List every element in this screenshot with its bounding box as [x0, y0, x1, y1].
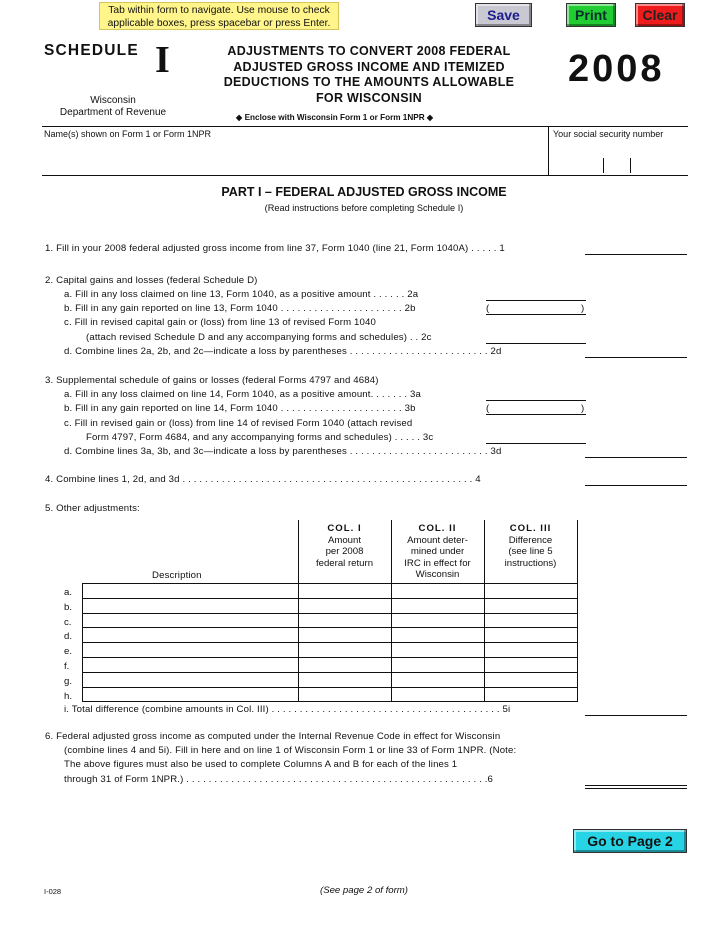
col-3-desc-3: instructions)	[504, 557, 557, 569]
col-2-header	[391, 523, 484, 581]
table-row	[83, 613, 578, 628]
line-3-label: 3. Supplemental schedule of gains or losses (federal Forms 4797 and 4684)	[45, 375, 379, 386]
col-1-cell[interactable]	[299, 643, 392, 658]
line-6-label-3: The above figures must also be used to complete Columns A and B for each of the lines 1	[64, 759, 458, 770]
department-name	[44, 95, 182, 119]
line-3b-close-paren: )	[581, 403, 585, 414]
table-row	[83, 672, 578, 687]
col-1-cell[interactable]	[299, 687, 392, 702]
col-2-desc-2: mined under	[410, 546, 465, 557]
line-2a-input[interactable]	[486, 300, 586, 301]
row-label: h.	[64, 690, 73, 702]
col-3-right-border	[577, 520, 578, 583]
row-label: b.	[64, 601, 73, 613]
col-3-cell[interactable]	[485, 687, 578, 702]
header-divider	[42, 126, 688, 127]
names-label: Name(s) shown on Form 1 or Form 1NPR	[44, 129, 212, 139]
col-1-cell[interactable]	[299, 598, 392, 613]
line-5i-label: i. Total difference (combine amounts in Col. III) . . . . . . . . . . . . . . . . . . . . . . . . . . . . . . . . . . . . . . . . . 5i	[64, 704, 511, 715]
col-2-desc-4: Wisconsin	[415, 569, 460, 580]
line-1-label: 1. Fill in your 2008 federal adjusted gross income from line 37, Form 1040 (line 21, Form 1040A) . . . . . 1	[45, 243, 505, 254]
line-6-label-2: (combine lines 4 and 5i). Fill in here and on line 1 of Wisconsin Form 1 or line 33 of Form 1NPR. (Note:	[64, 745, 517, 756]
col-3-cell[interactable]	[485, 584, 578, 599]
row-label: g.	[64, 675, 73, 687]
names-input[interactable]	[44, 140, 544, 174]
row-label: d.	[64, 631, 73, 643]
col-2-cell[interactable]	[392, 584, 485, 599]
col-3-header	[484, 523, 577, 569]
col-3-cell[interactable]	[485, 598, 578, 613]
line-3c-input[interactable]	[486, 443, 586, 444]
ssn-divider	[548, 126, 549, 175]
col-1-title: COL. I	[327, 523, 362, 534]
col-2-left-border	[391, 520, 392, 583]
line-2b-open-paren: (	[486, 303, 490, 314]
line-4-label: 4. Combine lines 1, 2d, and 3d . . . . . . . . . . . . . . . . . . . . . . . . . . . . . . . . . . . . . . . . . . . . . . . . . . . . 4	[45, 474, 481, 485]
line-3b-label: b. Fill in any gain reported on line 14, Form 1040 . . . . . . . . . . . . . . . . . . . . . . 3b	[64, 403, 416, 414]
description-cell[interactable]	[83, 657, 299, 672]
line-6-input[interactable]	[585, 785, 687, 786]
description-cell[interactable]	[83, 584, 299, 599]
row-label: c.	[64, 616, 72, 628]
line-5i-input[interactable]	[585, 715, 687, 716]
line-6-label-4: through 31 of Form 1NPR.) . . . . . . . . . . . . . . . . . . . . . . . . . . . . . . . . . . . . . . . . . . . . . . . . . . . . . .6	[64, 774, 494, 785]
dept-line-1: Wisconsin	[90, 95, 136, 106]
line-2b-label: b. Fill in any gain reported on line 13, Form 1040 . . . . . . . . . . . . . . . . . . . . . . 2b	[64, 303, 416, 314]
col-3-title: COL. III	[509, 523, 552, 534]
table-row	[83, 687, 578, 702]
navigation-instructions	[99, 2, 339, 30]
description-cell[interactable]	[83, 643, 299, 658]
col-2-cell[interactable]	[392, 628, 485, 643]
col-2-cell[interactable]	[392, 672, 485, 687]
col-3-cell[interactable]	[485, 672, 578, 687]
title-line-4: FOR WISCONSIN	[316, 90, 422, 105]
form-code: I-028	[44, 887, 62, 896]
table-row	[83, 584, 578, 599]
col-2-cell[interactable]	[392, 687, 485, 702]
line-3c-label-1: c. Fill in revised gain or (loss) from line 14 of revised Form 1040 (attach revised	[64, 418, 413, 429]
title-line-2: ADJUSTED GROSS INCOME AND ITEMIZED	[233, 59, 505, 74]
col-1-cell[interactable]	[299, 657, 392, 672]
part1-title: PART I – FEDERAL ADJUSTED GROSS INCOME	[221, 185, 507, 199]
line-2d-label: d. Combine lines 2a, 2b, and 2c—indicate a loss by parentheses . . . . . . . . . . . . . . . . . . . . . . . . . 2d	[64, 346, 502, 357]
names-divider	[42, 175, 688, 176]
line-3d-label: d. Combine lines 3a, 3b, and 3c—indicate a loss by parentheses . . . . . . . . . . . . . . . . . . . . . . . . . 3d	[64, 446, 502, 457]
line-2d-input[interactable]	[585, 357, 687, 358]
line-3b-open-paren: (	[486, 403, 490, 414]
line-2c-input[interactable]	[486, 343, 586, 344]
col-3-left-border	[484, 520, 485, 583]
line-2c-label-2: (attach revised Schedule D and any accompanying forms and schedules) . . 2c	[86, 332, 432, 343]
col-1-left-border	[298, 520, 299, 583]
ssn-separator-2	[630, 158, 631, 173]
line-1-input[interactable]	[585, 254, 687, 255]
col-3-cell[interactable]	[485, 628, 578, 643]
table-row	[83, 657, 578, 672]
ssn-label: Your social security number	[553, 129, 664, 139]
see-page-2-note: (See page 2 of form)	[320, 885, 408, 896]
ssn-input[interactable]	[553, 140, 687, 174]
schedule-letter: I	[155, 39, 170, 81]
title-line-3: DEDUCTIONS TO THE AMOUNTS ALLOWABLE	[223, 75, 515, 89]
line-3d-input[interactable]	[585, 457, 687, 458]
table-row	[83, 628, 578, 643]
line-3b-input[interactable]	[486, 414, 586, 415]
col-1-cell[interactable]	[299, 613, 392, 628]
description-header: Description	[152, 570, 202, 581]
adjustment-row-labels	[64, 586, 72, 704]
line-3a-input[interactable]	[486, 400, 586, 401]
line-3a-label: a. Fill in any loss claimed on line 14, Form 1040, as a positive amount. . . . . . . 3a	[64, 389, 421, 400]
col-1-cell[interactable]	[299, 584, 392, 599]
description-cell[interactable]	[83, 687, 299, 702]
col-2-cell[interactable]	[392, 613, 485, 628]
line-3c-label-2: Form 4797, Form 4684, and any accompanying forms and schedules) . . . . . 3c	[86, 432, 434, 443]
tax-year: 2008	[568, 48, 665, 90]
col-1-desc-1: Amount	[327, 534, 362, 546]
table-row	[83, 598, 578, 613]
print-button[interactable]: Print	[566, 3, 616, 27]
row-label: f.	[64, 660, 70, 672]
line-2a-label: a. Fill in any loss claimed on line 13, Form 1040, as a positive amount . . . . . . 2a	[64, 289, 419, 300]
col-2-cell[interactable]	[392, 598, 485, 613]
description-cell[interactable]	[83, 598, 299, 613]
dept-line-2: Department of Revenue	[59, 107, 167, 118]
col-2-cell[interactable]	[392, 657, 485, 672]
col-3-cell[interactable]	[485, 643, 578, 658]
title-line-1: ADJUSTMENTS TO CONVERT 2008 FEDERAL	[227, 44, 511, 58]
line-2b-input[interactable]	[486, 314, 586, 315]
instructions-line-1: Tab within form to navigate. Use mouse to check	[108, 5, 330, 16]
col-1-header	[298, 523, 391, 569]
col-1-desc-3: federal return	[315, 557, 374, 569]
col-1-desc-2: per 2008	[325, 546, 364, 557]
ssn-separator-1	[603, 158, 604, 173]
description-cell[interactable]	[83, 672, 299, 687]
row-label: e.	[64, 646, 73, 658]
col-1-cell[interactable]	[299, 672, 392, 687]
line-4-input[interactable]	[585, 485, 687, 486]
col-2-desc-1: Amount deter-	[407, 534, 468, 546]
col-3-cell[interactable]	[485, 613, 578, 628]
adjustments-table	[82, 583, 578, 702]
part1-subtitle: (Read instructions before completing Schedule I)	[264, 203, 464, 213]
instructions-line-2: applicable boxes, press spacebar or press Enter.	[107, 18, 331, 29]
line-6-double-underline	[585, 788, 687, 789]
row-label: a.	[64, 587, 73, 598]
line-6-label-1: 6. Federal adjusted gross income as computed under the Internal Revenue Code in effect for Wisconsin	[45, 731, 501, 742]
table-row	[83, 643, 578, 658]
clear-button[interactable]: Clear	[635, 3, 685, 27]
save-button[interactable]: Save	[475, 3, 532, 27]
col-2-title: COL. II	[418, 523, 457, 534]
schedule-label: SCHEDULE	[44, 42, 139, 59]
col-2-desc-3: IRC in effect for	[404, 557, 471, 569]
line-2c-label-1: c. Fill in revised capital gain or (loss) from line 13 of revised Form 1040	[64, 317, 376, 328]
col-3-desc-1: Difference	[508, 534, 553, 546]
enclose-note: ◆ Enclose with Wisconsin Form 1 or Form 1NPR ◆	[236, 113, 434, 122]
line-2-label: 2. Capital gains and losses (federal Schedule D)	[45, 275, 258, 286]
col-3-desc-2: (see line 5	[508, 546, 553, 557]
col-1-cell[interactable]	[299, 628, 392, 643]
go-to-page-2-button[interactable]: Go to Page 2	[573, 829, 687, 853]
form-title	[210, 44, 528, 106]
col-3-cell[interactable]	[485, 657, 578, 672]
description-cell[interactable]	[83, 628, 299, 643]
description-cell[interactable]	[83, 613, 299, 628]
line-2b-close-paren: )	[581, 303, 585, 314]
line-5-label: 5. Other adjustments:	[45, 503, 140, 514]
col-2-cell[interactable]	[392, 643, 485, 658]
